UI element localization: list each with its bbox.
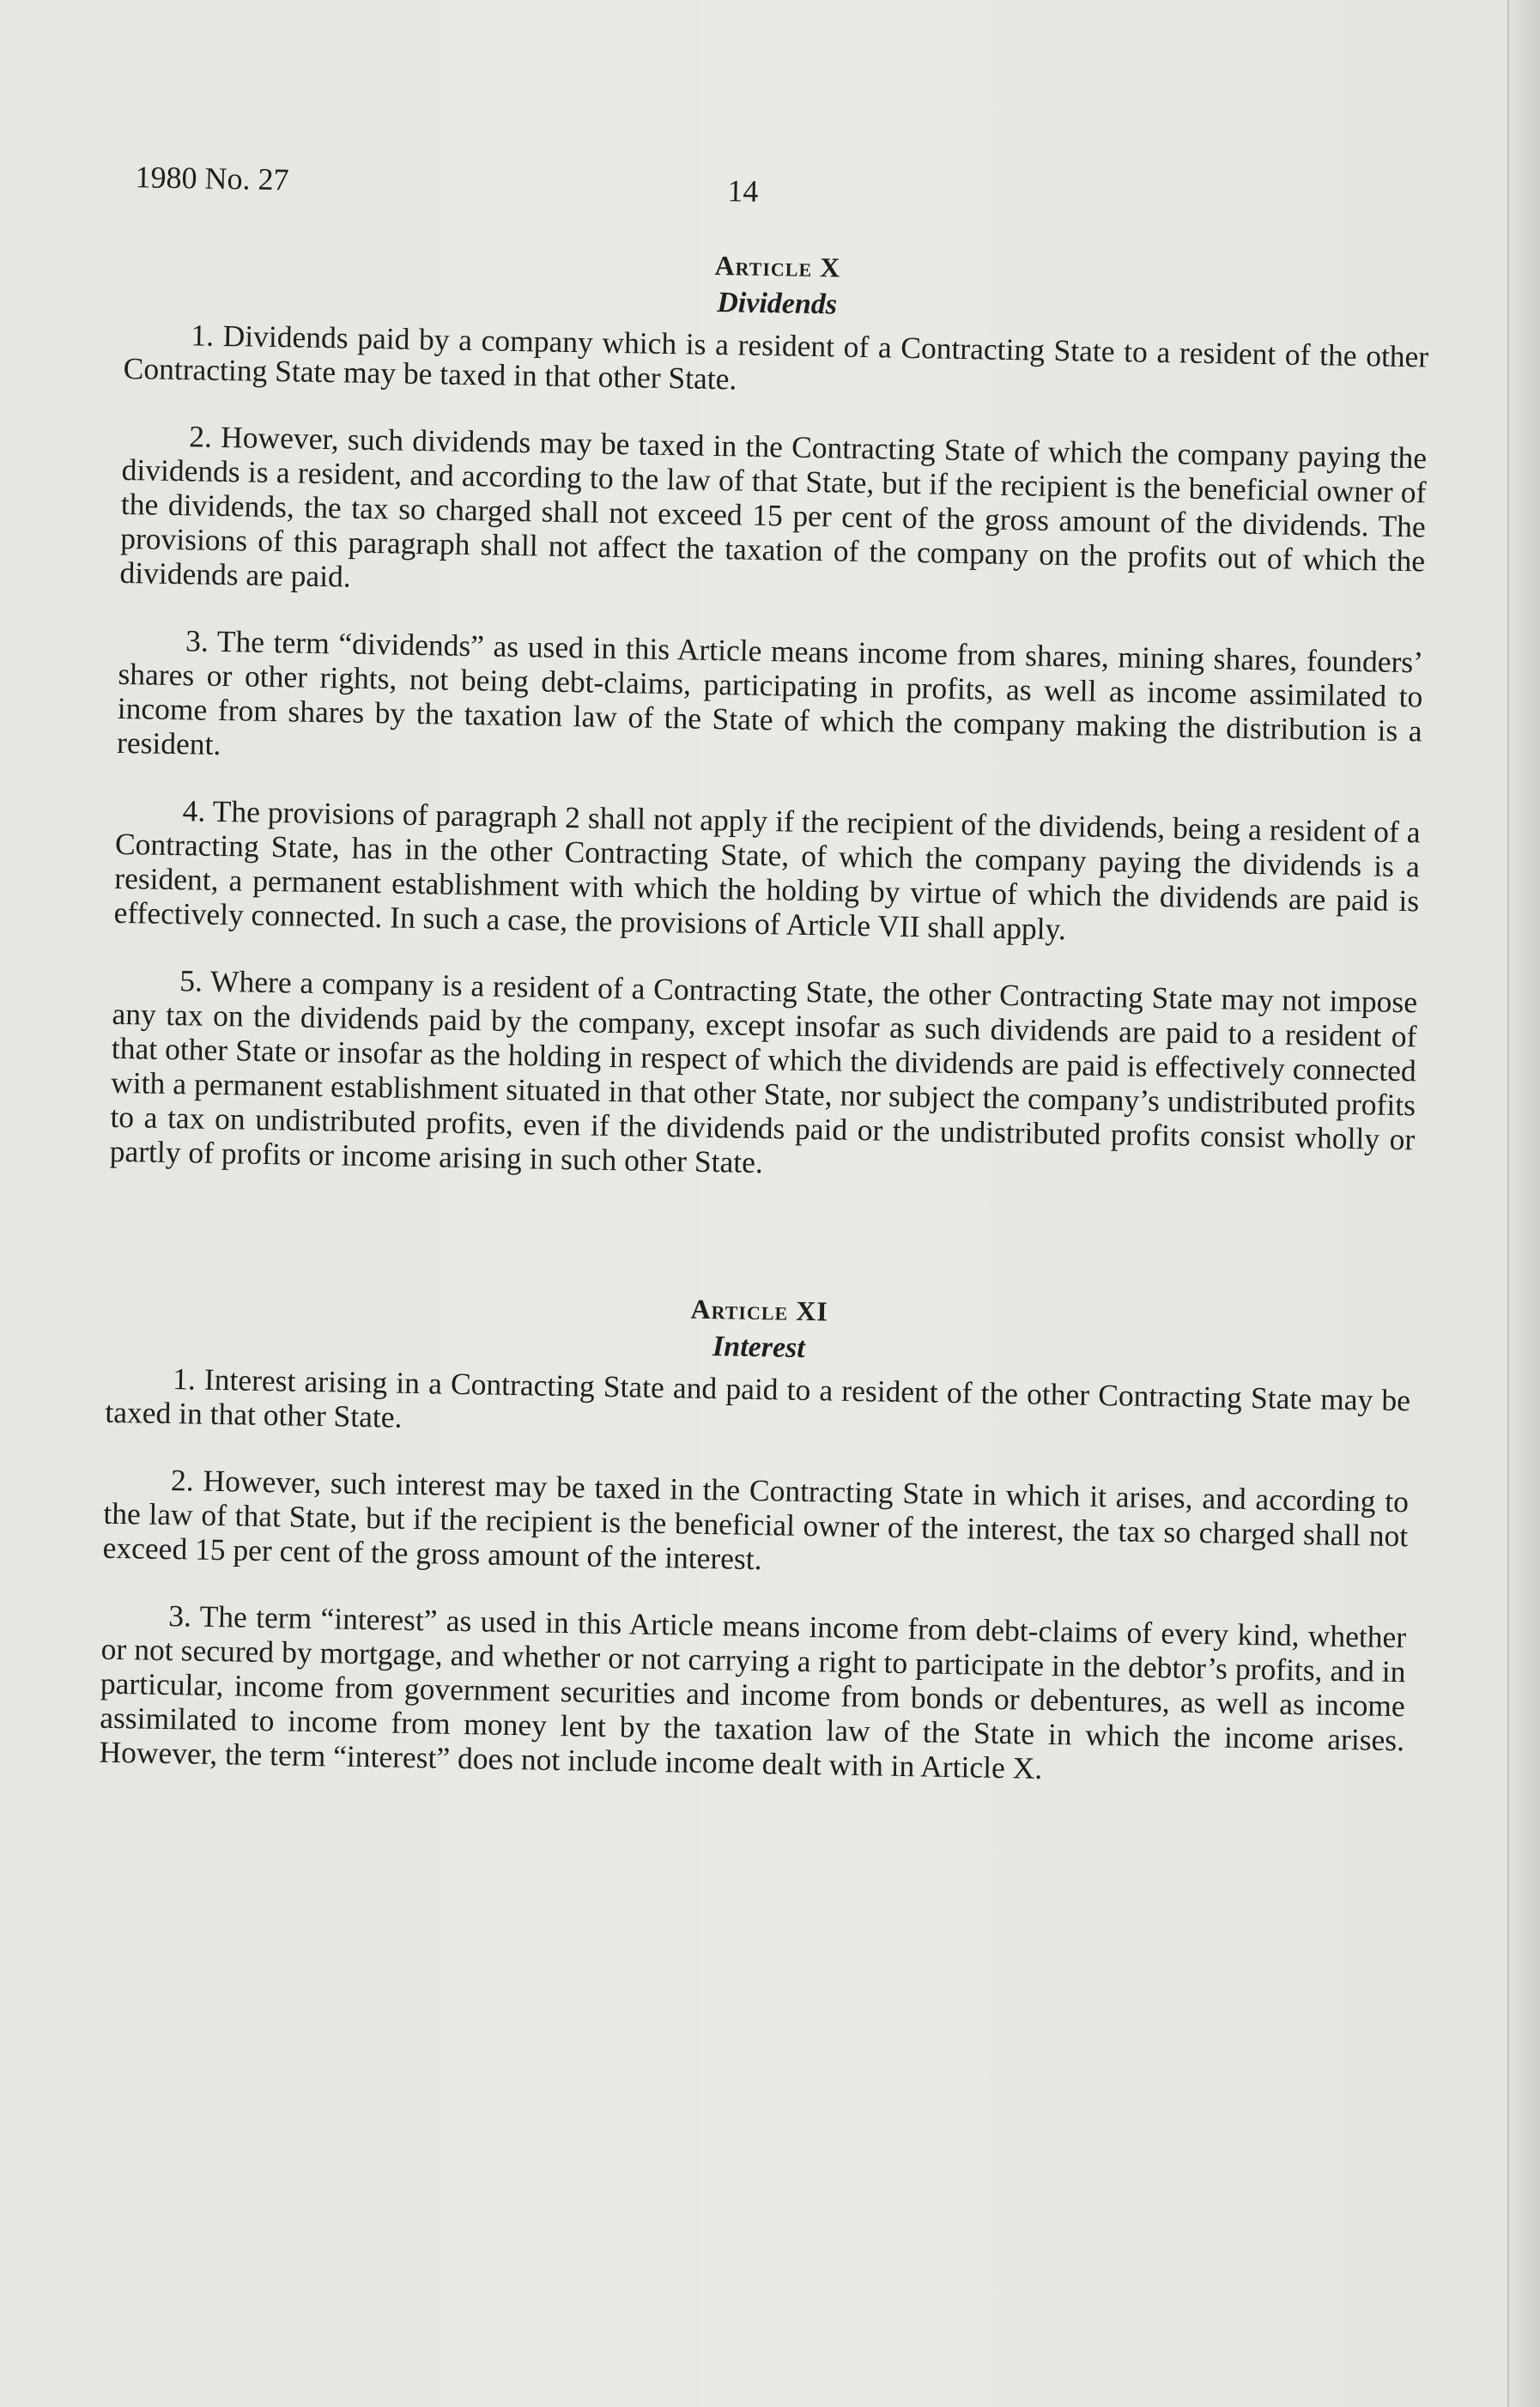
article-x-subtitle: Dividends [716,287,838,321]
article-x-paragraph-4: 4. The provisions of paragraph 2 shall not apply if the recipient of the dividends, being a resident of a Contracting State, has in the other Contracting State, of which the company paying the dividends is a resident, a permanent establishment with which the holding by virtue of which the dividends are paid is effectively connected. In such a case, the provisions of Article VII shall apply. [113,793,1421,947]
article-xi-subtitle: Interest [712,1331,806,1364]
article-x-paragraph-5: 5. Where a company is a resident of a Contracting State, the other Contracting State may not impose any tax on the dividends paid by the company, except insofar as such dividends are paid to a resident of that other State or insofar as the holding in respect of which the dividends are paid is effectively connected with a permanent establishment situated in that other State, nor subject the company’s undistributed profits to a tax on undistributed profits, even if the dividends paid or the undistributed profits consist wholly or partly of profits or income arising in such other State. [109,963,1418,1180]
article-xi [99,1280,1412,1792]
article-x [109,236,1430,1191]
page-number: 14 [727,173,759,209]
article-x-paragraph-3: 3. The term “dividends” as used in this Article means income from shares, mining shares, founders’ shares or other rights, not being debt-claims, participating in profits, as well as income assimilated to income from shares by the taxation law of the State of which the company making the distribution is a resident. [116,623,1424,762]
page-binding-edge [1502,0,1540,2407]
article-x-title: Article X [714,249,841,283]
page-content [99,159,1432,1824]
article-xi-paragraph-3: 3. The term “interest” as used in this Article means income from debt-claims of every kind, whether or not secured by mortgage, and whether or not carrying a right to participate in the debtor’s profits, and in particular, income from government securities and income from bonds or debentures, as well as income assimilated to income from money lent by the taxation law of the State in which the income arises. However, the term “interest” does not include income dealt with in Article X. [99,1598,1407,1786]
year-and-number: 1980 No. 27 [135,160,289,197]
article-xi-paragraph-2: 2. However, such interest may be taxed in the Contracting State in which it arises, and according to the law of that State, but if the recipient is the beneficial owner of the interest, the tax so charged shall not exceed 15 per cent of the gross amount of the interest. [102,1463,1410,1577]
article-xi-title: Article XI [690,1293,829,1327]
article-xi-paragraph-1: 1. Interest arising in a Contracting State and paid to a resident of the other Contracting State may be taxed in that other State. [105,1361,1411,1434]
article-x-paragraph-1: 1. Dividends paid by a company which is a resident of a Contracting State to a resident of the other Contracting State may be taxed in that other State. [123,318,1429,397]
article-x-paragraph-2: 2. However, such dividends may be taxed in the Contracting State of which the company paying the dividends is a resident, and according to the law of that State, but if the recipient is the beneficial owner of the dividends, the tax so charged shall not exceed 15 per cent of the gross amount of the dividends. The provisions of this paragraph shall not affect the taxation of the company on the profits out of which the dividends are paid. [119,419,1428,594]
